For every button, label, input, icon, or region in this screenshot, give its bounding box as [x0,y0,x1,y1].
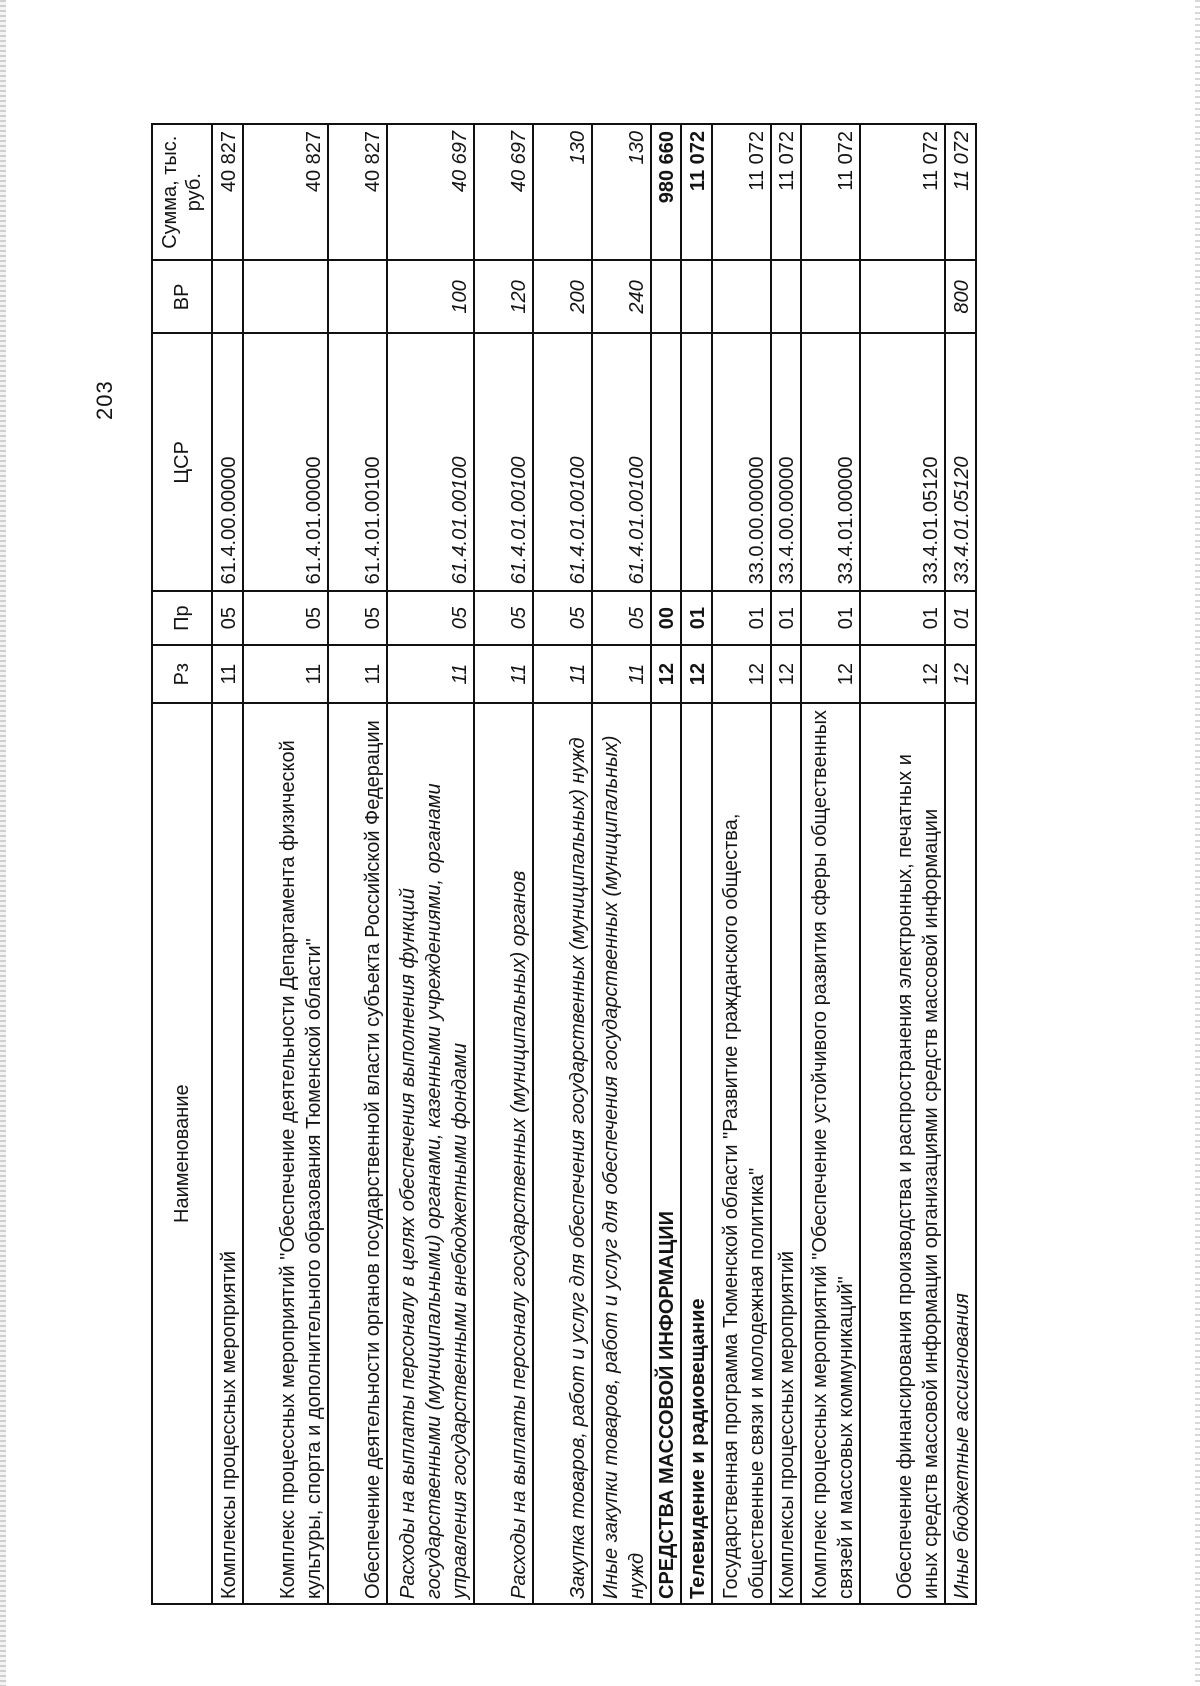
page-number: 203 [92,380,117,420]
cell-sum: 40 697 [387,124,474,260]
table-row [474,124,533,1604]
cell-vr [712,260,771,333]
header-csr: ЦСР [152,333,212,591]
cell-sum: 11 072 [801,124,860,260]
cell-name: Обеспечение деятельности органов государственной власти субъекта Российской Федерации [328,703,387,1604]
cell-pr: 01 [860,591,945,645]
cell-name: Расходы на выплаты персоналу государственных (муниципальных) органов [474,703,533,1604]
cell-pr: 05 [243,591,328,645]
cell-vr: 800 [945,260,976,333]
cell-csr: 61.4.01.00100 [387,333,474,591]
cell-rz: 11 [592,645,651,703]
cell-csr: 61.4.01.00100 [592,333,651,591]
cell-vr [801,260,860,333]
cell-csr: 33.0.00.00000 [712,333,771,591]
cell-vr: 200 [533,260,592,333]
cell-csr [651,333,682,591]
cell-pr: 05 [212,591,243,645]
table-header-row [152,124,212,1604]
cell-pr: 05 [592,591,651,645]
cell-vr: 120 [474,260,533,333]
cell-csr: 61.4.01.00100 [328,333,387,591]
cell-sum: 11 072 [681,124,712,260]
cell-vr: 240 [592,260,651,333]
table-row [651,124,682,1604]
cell-vr [771,260,802,333]
cell-csr: 61.4.01.00100 [533,333,592,591]
cell-pr: 05 [533,591,592,645]
table-row [212,124,243,1604]
header-name: Наименование [152,703,212,1604]
cell-rz: 11 [212,645,243,703]
cell-pr: 05 [387,591,474,645]
cell-vr [860,260,945,333]
cell-csr: 33.4.01.00000 [801,333,860,591]
cell-csr: 33.4.01.05120 [945,333,976,591]
cell-sum: 11 072 [945,124,976,260]
cell-name: Комплекс процессных мероприятий "Обеспечение деятельности Департамента физической культуры, спорта и дополнительного образования Тюменской области" [243,703,328,1604]
table-row [681,124,712,1604]
cell-pr: 01 [801,591,860,645]
cell-rz: 11 [387,645,474,703]
cell-name: Обеспечение финансирования производства и распространения электронных, печатных и иных средств массовой информации организациями средств массовой информации [860,703,945,1604]
cell-sum: 40 697 [474,124,533,260]
header-vr: ВР [152,260,212,333]
cell-name: Иные бюджетные ассигнования [945,703,976,1604]
cell-rz: 12 [712,645,771,703]
cell-rz: 12 [681,645,712,703]
cell-vr [328,260,387,333]
cell-csr: 33.4.01.05120 [860,333,945,591]
header-pr: Пр [152,591,212,645]
cell-name: Расходы на выплаты персоналу в целях обеспечения выполнения функций государственными (муниципальными) органами, казенными учреждениями, органами управления государственными внебюджетными фондами [387,703,474,1604]
header-rz: Рз [152,645,212,703]
scan-edge-left [0,0,6,1686]
cell-name: Иные закупки товаров, работ и услуг для обеспечения государственных (муниципальных) нужд [592,703,651,1604]
cell-vr: 100 [387,260,474,333]
cell-pr: 05 [474,591,533,645]
cell-rz: 11 [533,645,592,703]
budget-table-container [151,123,977,1605]
table-row [387,124,474,1604]
cell-csr: 61.4.01.00000 [243,333,328,591]
cell-sum: 11 072 [860,124,945,260]
table-row [712,124,771,1604]
cell-pr: 00 [651,591,682,645]
cell-sum: 40 827 [243,124,328,260]
cell-pr: 01 [771,591,802,645]
scan-edge-right [1195,0,1200,1686]
table-row [860,124,945,1604]
cell-rz: 11 [474,645,533,703]
cell-vr [212,260,243,333]
cell-sum: 11 072 [771,124,802,260]
cell-name: Государственная программа Тюменской области "Развитие гражданского общества, общественные связи и молодежная политика" [712,703,771,1604]
cell-pr: 05 [328,591,387,645]
cell-pr: 01 [681,591,712,645]
cell-vr [681,260,712,333]
cell-csr [681,333,712,591]
table-body [212,124,976,1604]
table-row [771,124,802,1604]
table-row [243,124,328,1604]
cell-vr [243,260,328,333]
cell-name: Комплекс процессных мероприятий "Обеспечение устойчивого развития сферы общественных связей и массовых коммуникаций" [801,703,860,1604]
cell-pr: 01 [945,591,976,645]
cell-rz: 12 [801,645,860,703]
cell-pr: 01 [712,591,771,645]
cell-rz: 12 [945,645,976,703]
cell-sum: 130 [533,124,592,260]
cell-name: Закупка товаров, работ и услуг для обеспечения государственных (муниципальных) нужд [533,703,592,1604]
cell-name: СРЕДСТВА МАССОВОЙ ИНФОРМАЦИИ [651,703,682,1604]
cell-csr: 61.4.00.00000 [212,333,243,591]
table-row [328,124,387,1604]
cell-rz: 12 [860,645,945,703]
cell-sum: 980 660 [651,124,682,260]
cell-vr [651,260,682,333]
cell-rz: 12 [651,645,682,703]
budget-table [151,123,977,1605]
cell-sum: 11 072 [712,124,771,260]
table-row [945,124,976,1604]
table-row [533,124,592,1604]
cell-rz: 12 [771,645,802,703]
cell-name: Комплексы процессных мероприятий [212,703,243,1604]
cell-sum: 130 [592,124,651,260]
table-row [592,124,651,1604]
cell-sum: 40 827 [212,124,243,260]
cell-rz: 11 [328,645,387,703]
cell-name: Телевидение и радиовещание [681,703,712,1604]
cell-sum: 40 827 [328,124,387,260]
header-sum: Сумма, тыс. руб. [152,124,212,260]
cell-csr: 61.4.01.00100 [474,333,533,591]
table-row [801,124,860,1604]
cell-name: Комплексы процессных мероприятий [771,703,802,1604]
cell-csr: 33.4.00.00000 [771,333,802,591]
cell-rz: 11 [243,645,328,703]
